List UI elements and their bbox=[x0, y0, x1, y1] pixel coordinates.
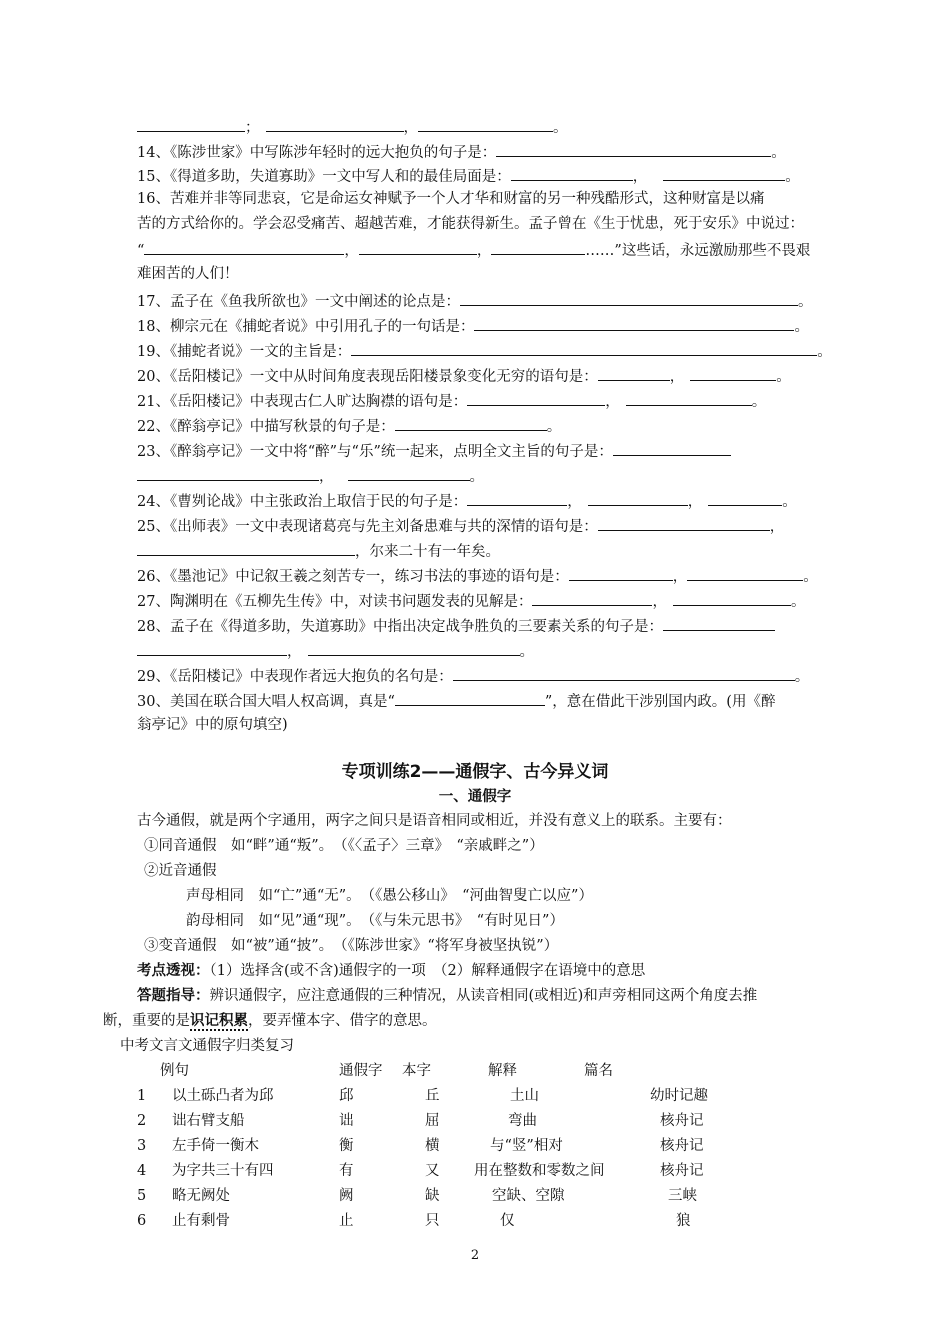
table-row: 2 诎右臂支船 诎 屈 弯曲 核舟记 bbox=[137, 1113, 704, 1129]
table-row: 4 为字共三十有四 有 又 用在整数和零数之间 核舟记 bbox=[137, 1163, 704, 1179]
table-row: 5 略无阙处 阙 缺 空缺、空隙 三峡 bbox=[137, 1188, 697, 1204]
sub-title: 一、通假字 bbox=[438, 789, 512, 805]
q25-line2: ，尔来二十有一年矣。 bbox=[137, 540, 500, 560]
kaodian: 考点透视：（1）选择含(或不含)通假字的一项 （2）解释通假字在语境中的意思 bbox=[137, 962, 646, 979]
q14: 14、《陈涉世家》中写陈涉年轻时的远大抱负的句子是： 。 bbox=[137, 141, 786, 161]
table-row: 6 止有剩骨 止 只 仅 狼 bbox=[137, 1213, 691, 1229]
q16-line3: “ ， ， ……”这些话，永远激励那些不畏艰 bbox=[137, 239, 810, 259]
q16-line2: 苦的方式给你的。学会忍受痛苦、超越苦难，才能获得新生。孟子曾在《生于忧患，死于安乐》中说过： bbox=[137, 216, 804, 232]
kaodian-label: 考点透视： bbox=[137, 962, 210, 979]
q28-line2: ， 。 bbox=[137, 640, 534, 660]
type-same-initial: 声母相同 如“亡”通“无”。 （《愚公移山》 “河曲智叟亡以应”） bbox=[186, 888, 593, 904]
dati-line2: 断，重要的是识记积累，要弄懂本字、借字的意思。 bbox=[103, 1012, 437, 1029]
q17: 17、孟子在《鱼我所欲也》一文中阐述的论点是： 。 bbox=[137, 290, 812, 310]
type-changed-sound: ③变音通假 如“被”通“披”。 （《陈涉世家》“将军身被坚执锐”） bbox=[144, 938, 559, 954]
table-row: 1 以土砾凸者为邱 邱 丘 土山 幼时记趣 bbox=[137, 1088, 708, 1104]
dati-line1: 答题指导：辨识通假字，应注意通假的三种情况，从读音相同(或相近)和声旁相同这两个角度去推 bbox=[137, 987, 758, 1004]
page-number: 2 bbox=[470, 1248, 480, 1263]
type-same-final: 韵母相同 如“见”通“现”。 （《与朱元思书》 “有时见日”） bbox=[186, 913, 564, 929]
header-explain: 解释 bbox=[488, 1063, 517, 1079]
q13-tail: ； ， 。 bbox=[137, 116, 568, 136]
q16-line1: 16、苦难并非等同悲哀，它是命运女神赋予一个人才华和财富的另一种残酷形式，这种财富是以痛 bbox=[137, 191, 765, 207]
q19: 19、《捕蛇者说》一文的主旨是： 。 bbox=[137, 340, 832, 360]
q22: 22、《醉翁亭记》中描写秋景的句子是： 。 bbox=[137, 415, 561, 435]
q21: 21、《岳阳楼记》中表现古仁人旷达胸襟的语句是： ， 。 bbox=[137, 390, 766, 410]
header-title: 篇名 bbox=[584, 1063, 613, 1079]
header-example: 例句 bbox=[160, 1063, 189, 1079]
q26: 26、《墨池记》中记叙王羲之刻苦专一，练习书法的事迹的语句是： ， 。 bbox=[137, 565, 818, 585]
type-homophone: ①同音通假 如“畔”通“叛”。 （《〈孟子〉三章》 “亲戚畔之”） bbox=[144, 838, 544, 854]
q28: 28、孟子在《得道多助，失道寡助》中指出决定战争胜负的三要素关系的句子是： bbox=[137, 615, 775, 635]
q30: 30、美国在联合国大唱人权高调，真是“ ”，意在借此干涉别国内政。(用《醉 bbox=[137, 690, 775, 710]
q23-line2: ， 。 bbox=[137, 465, 484, 485]
header-tongjia: 通假字 bbox=[339, 1063, 383, 1079]
review-title: 中考文言文通假字归类复习 bbox=[120, 1038, 294, 1054]
q15: 15、《得道多助，失道寡助》一文中写人和的最佳局面是： ， 。 bbox=[137, 165, 800, 185]
dati-label: 答题指导： bbox=[137, 987, 210, 1004]
table-row: 3 左手倚一衡木 衡 横 与“竖”相对 核舟记 bbox=[137, 1138, 704, 1154]
q16-line4: 难困苦的人们！ bbox=[137, 266, 239, 282]
intro-text: 古今通假，就是两个字通用，两字之间只是语音相同或相近，并没有意义上的联系。主要有： bbox=[137, 813, 732, 829]
q20: 20、《岳阳楼记》一文中从时间角度表现岳阳楼景象变化无穷的语句是： ， 。 bbox=[137, 365, 791, 385]
q18: 18、柳宗元在《捕蛇者说》中引用孔子的一句话是： 。 bbox=[137, 315, 809, 335]
q23: 23、《醉翁亭记》一文中将“醉”与“乐”统一起来，点明全文主旨的句子是： bbox=[137, 440, 731, 460]
q27: 27、陶渊明在《五柳先生传》中，对读书问题发表的见解是： ， 。 bbox=[137, 590, 805, 610]
section-title: 专项训练2——通假字、古今异义词 bbox=[341, 762, 609, 782]
q29: 29、《岳阳楼记》中表现作者远大抱负的名句是： 。 bbox=[137, 665, 809, 685]
q24: 24、《曹刿论战》中主张政治上取信于民的句子是： ， ， 。 bbox=[137, 490, 797, 510]
q30-line2: 翁亭记》中的原句填空) bbox=[137, 717, 288, 733]
q25: 25、《出师表》一文中表现诸葛亮与先主刘备患难与共的深情的语句是： ， bbox=[137, 515, 784, 535]
table-header bbox=[0, 1061, 950, 1081]
emphasis-text: 识记积累 bbox=[190, 1012, 248, 1029]
type-near-sound: ②近音通假 bbox=[144, 863, 217, 879]
header-benzi: 本字 bbox=[402, 1063, 431, 1079]
